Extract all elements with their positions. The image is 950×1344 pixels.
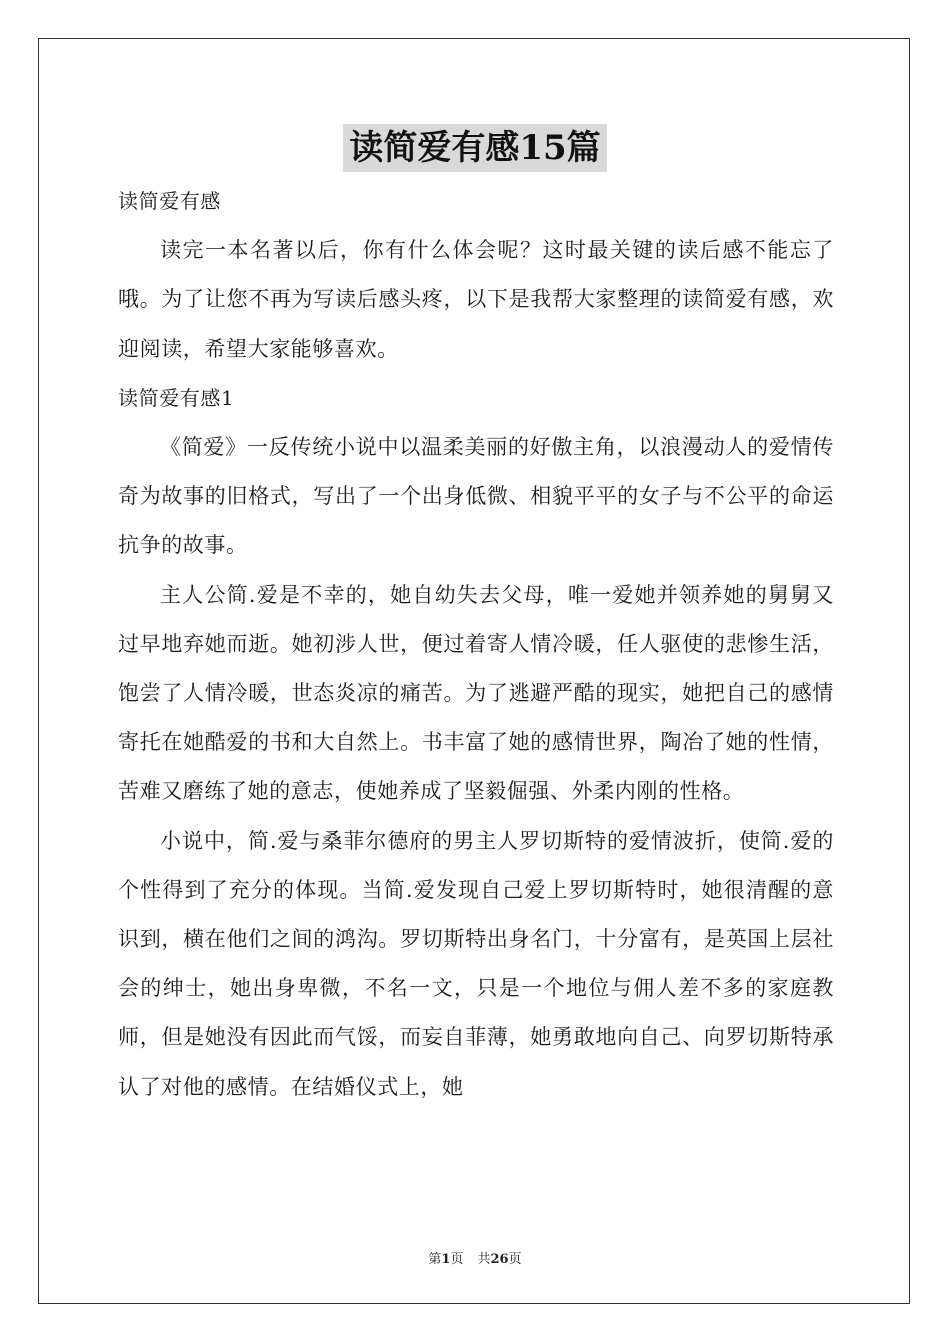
page-current: 1 <box>441 1252 451 1267</box>
intro-paragraph: 读完一本名著以后，你有什么体会呢？这时最关键的读后感不能忘了哦。为了让您不再为写读后感头疼，以下是我帮大家整理的读简爱有感，欢迎阅读，希望大家能够喜欢。 <box>118 238 834 361</box>
document-body <box>118 177 834 1112</box>
body-paragraph: 《简爱》一反传统小说中以温柔美丽的好傲主角，以浪漫动人的爱情传奇为故事的旧格式，写出了一个出身低微、相貌平平的女子与不公平的命运抗争的故事。 <box>118 435 834 558</box>
page-footer <box>0 1248 950 1267</box>
body-paragraph: 小说中，简.爱与桑菲尔德府的男主人罗切斯特的爱情波折，使简.爱的个性得到了充分的体现。当简.爱发现自己爱上罗切斯特时，她很清醒的意识到，横在他们之间的鸿沟。罗切斯特出身名门，十分富有，是英国上层社会的绅士，她出身卑微，不名一文，只是一个地位与佣人差不多的家庭教师，但是她没有因此而气馁，而妄自菲薄，她勇敢地向自己、向罗切斯特承认了对他的感情。在结婚仪式上，她 <box>118 828 834 1099</box>
section-heading: 读简爱有感1 <box>118 385 235 410</box>
body-paragraph: 主人公简.爱是不幸的，她自幼失去父母，唯一爱她并领养她的舅舅又过早地弃她而逝。她初涉人世，便过着寄人情冷暖，任人驱使的悲惨生活，饱尝了人情冷暖，世态炎凉的痛苦。为了逃避严酷的现实，她把自己的感情寄托在她酷爱的书和大自然上。书丰富了她的感情世界，陶冶了她的性情，苦难又磨练了她的意志，使她养成了坚毅倔强、外柔内刚的性格。 <box>118 582 834 804</box>
total-prefix: 共 <box>477 1252 491 1267</box>
page-total: 26 <box>490 1252 509 1267</box>
intro-heading: 读简爱有感 <box>118 189 221 213</box>
document-title: 读简爱有感15篇 <box>343 124 606 172</box>
title-container <box>0 124 950 172</box>
page-suffix: 页 <box>450 1252 464 1267</box>
page-prefix: 第 <box>428 1252 442 1267</box>
total-suffix: 页 <box>508 1252 522 1267</box>
